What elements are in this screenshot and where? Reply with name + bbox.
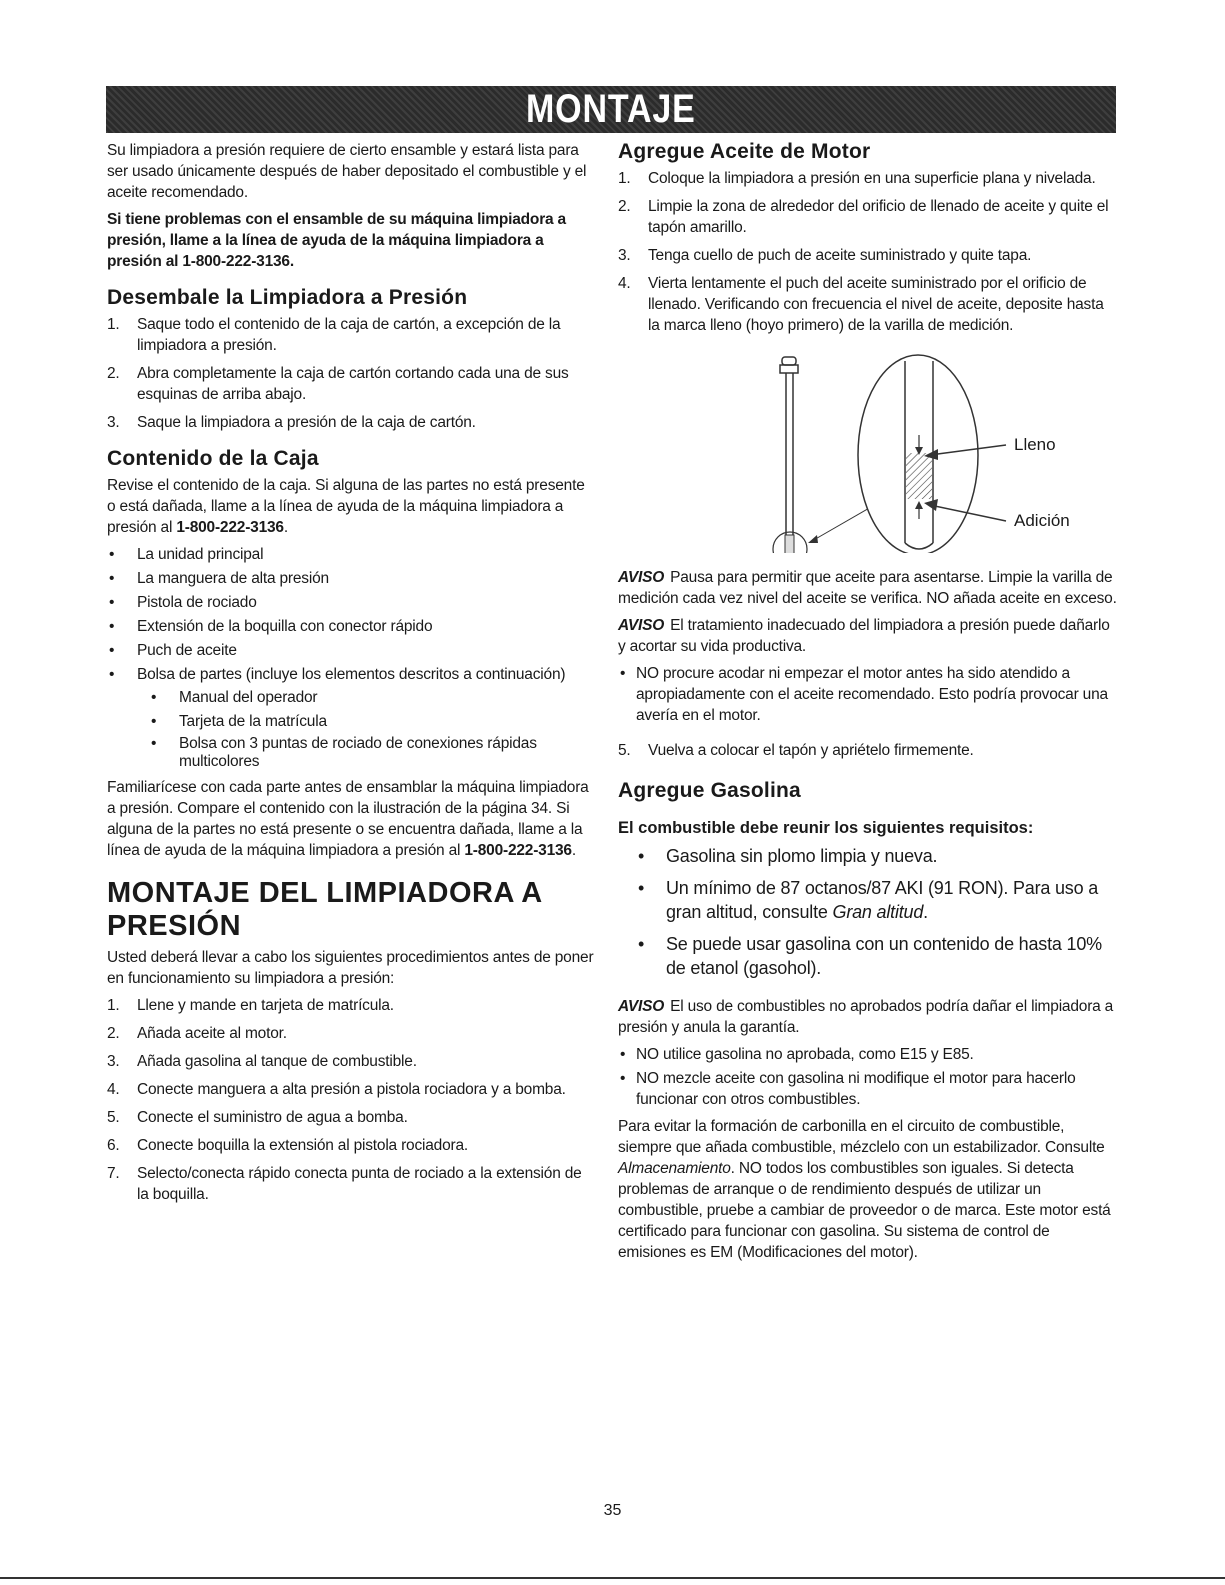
- list-item: 7. Selecto/conecta rápido conecta punta de rociado a la extensión de la boquilla.: [107, 1165, 582, 1203]
- list-item: • Extensión de la boquilla con conector rápido: [107, 616, 597, 637]
- list-item: 2. Abra completamente la caja de cartón cortando cada una de sus esquinas de arriba abajo.: [107, 365, 569, 403]
- assembly-heading: MONTAJE DEL LIMPIADORA A PRESIÓN: [107, 877, 542, 942]
- list-item: • Gasolina sin plomo limpia y nueva.: [636, 844, 1118, 868]
- oil-notice-1: AVISO Pausa para permitir que aceite para asentarse. Limpie la varilla de medición cada vez nivel del aceite se verifica. NO añada aceite en exceso.: [618, 569, 1117, 607]
- list-item: • Un mínimo de 87 octanos/87 AKI (91 RON). Para uso a gran altitud, consulte Gran altitud.: [636, 876, 1118, 924]
- list-item: • NO utilice gasolina no aprobada, como E15 y E85.: [618, 1044, 1118, 1065]
- right-column: [618, 140, 1118, 1269]
- list-item: 3. Tenga cuello de puch de aceite suministrado y quite tapa.: [618, 247, 1032, 264]
- list-item: 4. Vierta lentamente el puch del aceite suministrado por el orificio de llenado. Verificando con frecuencia el nivel de aceite, deposite hasta la marca lleno (hoyo primero) de la varilla de medición.: [618, 275, 1104, 334]
- list-item: 2. Limpie la zona de alrededor del orificio de llenado de aceite y quite el tapón amarillo.: [618, 198, 1109, 236]
- oil-notice-2: AVISO El tratamiento inadecuado del limpiadora a presión puede dañarlo y acortar su vida productiva.: [618, 617, 1110, 655]
- page-banner: [106, 86, 1116, 133]
- unpack-heading: Desembale la Limpiadora a Presión: [107, 286, 468, 309]
- list-item: 1. Llene y mande en tarjeta de matrícula.: [107, 997, 394, 1014]
- list-item: • La unidad principal: [107, 544, 597, 565]
- list-item: 4. Conecte manguera a alta presión a pistola rociadora y a bomba.: [107, 1081, 566, 1098]
- familiarize-paragraph: Familiarícese con cada parte antes de ensamblar la máquina limpiadora a presión. Compare el contenido con la ilustración de la página 34. Si alguna de la partes no está presente o se encuentra dañada, llame a la línea de ayuda de la máquina limpiadora a presión al 1-800-222-3136.: [107, 779, 589, 859]
- oil-notice-bullets: [618, 663, 1118, 726]
- page-number: 35: [603, 1502, 622, 1519]
- list-item: • Puch de aceite: [107, 640, 597, 661]
- list-item: • Manual del operador: [107, 687, 597, 708]
- gas-heading: Agregue Gasolina: [618, 779, 801, 802]
- list-item: • La manguera de alta presión: [107, 568, 597, 589]
- gas-notice: AVISO El uso de combustibles no aprobados podría dañar el limpiadora a presión y anula la garantía.: [618, 998, 1114, 1036]
- oil-step-5: [618, 740, 1118, 761]
- list-item: 6. Conecte boquilla la extensión al pistola rociadora.: [107, 1137, 469, 1154]
- list-item: 1. Saque todo el contenido de la caja de cartón, a excepción de la limpiadora a presión.: [107, 316, 561, 354]
- unpack-steps: [107, 314, 597, 433]
- banner-title: MONTAJE: [526, 87, 696, 131]
- list-item: 3. Saque la limpiadora a presión de la caja de cartón.: [107, 414, 476, 431]
- label-full: Lleno: [1014, 435, 1056, 454]
- contents-intro: Revise el contenido de la caja. Si alguna de las partes no está presente o está dañada, llame a la línea de ayuda de la máquina limpiadora a presión al 1-800-222-3136.: [107, 477, 585, 536]
- left-column: [107, 140, 597, 1212]
- list-item: 5. Conecte el suministro de agua a bomba.: [107, 1109, 408, 1126]
- gas-final-paragraph: Para evitar la formación de carbonilla en el circuito de combustible, siempre que añada combustible, mézclelo con un estabilizador. Consulte Almacenamiento. NO todos los combustibles son iguales. Si detecta problemas de arranque o de rendimiento después de utilizar un combustible, pruebe a cambiar de proveedor o de marca. Este motor está certificado para funcionar con gasolina. Su sistema de control de emisiones es EM (Modificaciones del motor).: [618, 1118, 1111, 1261]
- list-item: 1. Coloque la limpiadora a presión en una superficie plana y nivelada.: [618, 170, 1096, 187]
- list-item: • Se puede usar gasolina con un contenido de hasta 10% de etanol (gasohol).: [636, 932, 1118, 980]
- bottom-rule: [0, 1577, 1225, 1579]
- phone-number: 1-800-222-3136: [464, 842, 572, 859]
- assembly-steps: [107, 995, 597, 1205]
- contents-heading: Contenido de la Caja: [107, 447, 319, 470]
- help-line-paragraph: Si tiene problemas con el ensamble de su máquina limpiadora a presión, llame a la línea de ayuda de la máquina limpiadora a presión al 1-800-222-3136.: [107, 211, 566, 270]
- list-item: • Bolsa con 3 puntas de rociado de conexiones rápidas multicolores: [107, 735, 597, 771]
- oil-heading: Agregue Aceite de Motor: [618, 140, 871, 163]
- list-item: • NO procure acodar ni empezar el motor antes ha sido atendido a apropiadamente con el aceite recomendado. Esto podría provocar una avería en el motor.: [618, 663, 1118, 726]
- list-item: • Bolsa de partes (incluye los elementos descritos a continuación): [107, 664, 597, 685]
- gas-requirements: [636, 844, 1118, 980]
- dipstick-diagram: [618, 343, 1118, 553]
- list-item: 5. Vuelva a colocar el tapón y apriételo firmemente.: [618, 742, 974, 759]
- label-add: Adición: [1014, 511, 1070, 530]
- gas-notice-bullets: [618, 1044, 1118, 1110]
- intro-paragraph: Su limpiadora a presión requiere de cierto ensamble y estará lista para ser usado únicamente después de haber depositado el combustible y el aceite recomendado.: [107, 142, 587, 201]
- list-item: • NO mezcle aceite con gasolina ni modifique el motor para hacerlo funcionar con otros combustibles.: [618, 1068, 1118, 1110]
- parts-bag-sublist: [107, 687, 597, 771]
- list-item: • Pistola de rociado: [107, 592, 597, 613]
- oil-steps: [618, 168, 1118, 336]
- assembly-intro: Usted deberá llevar a cabo los siguientes procedimientos antes de poner en funcionamiento su limpiadora a presión:: [107, 949, 594, 987]
- list-item: • Tarjeta de la matrícula: [107, 711, 597, 732]
- gas-requirements-heading: El combustible debe reunir los siguientes requisitos:: [618, 819, 1034, 837]
- list-item: 2. Añada aceite al motor.: [107, 1025, 287, 1042]
- contents-list: [107, 544, 597, 685]
- list-item: 3. Añada gasolina al tanque de combustible.: [107, 1053, 417, 1070]
- phone-number: 1-800-222-3136: [176, 519, 284, 536]
